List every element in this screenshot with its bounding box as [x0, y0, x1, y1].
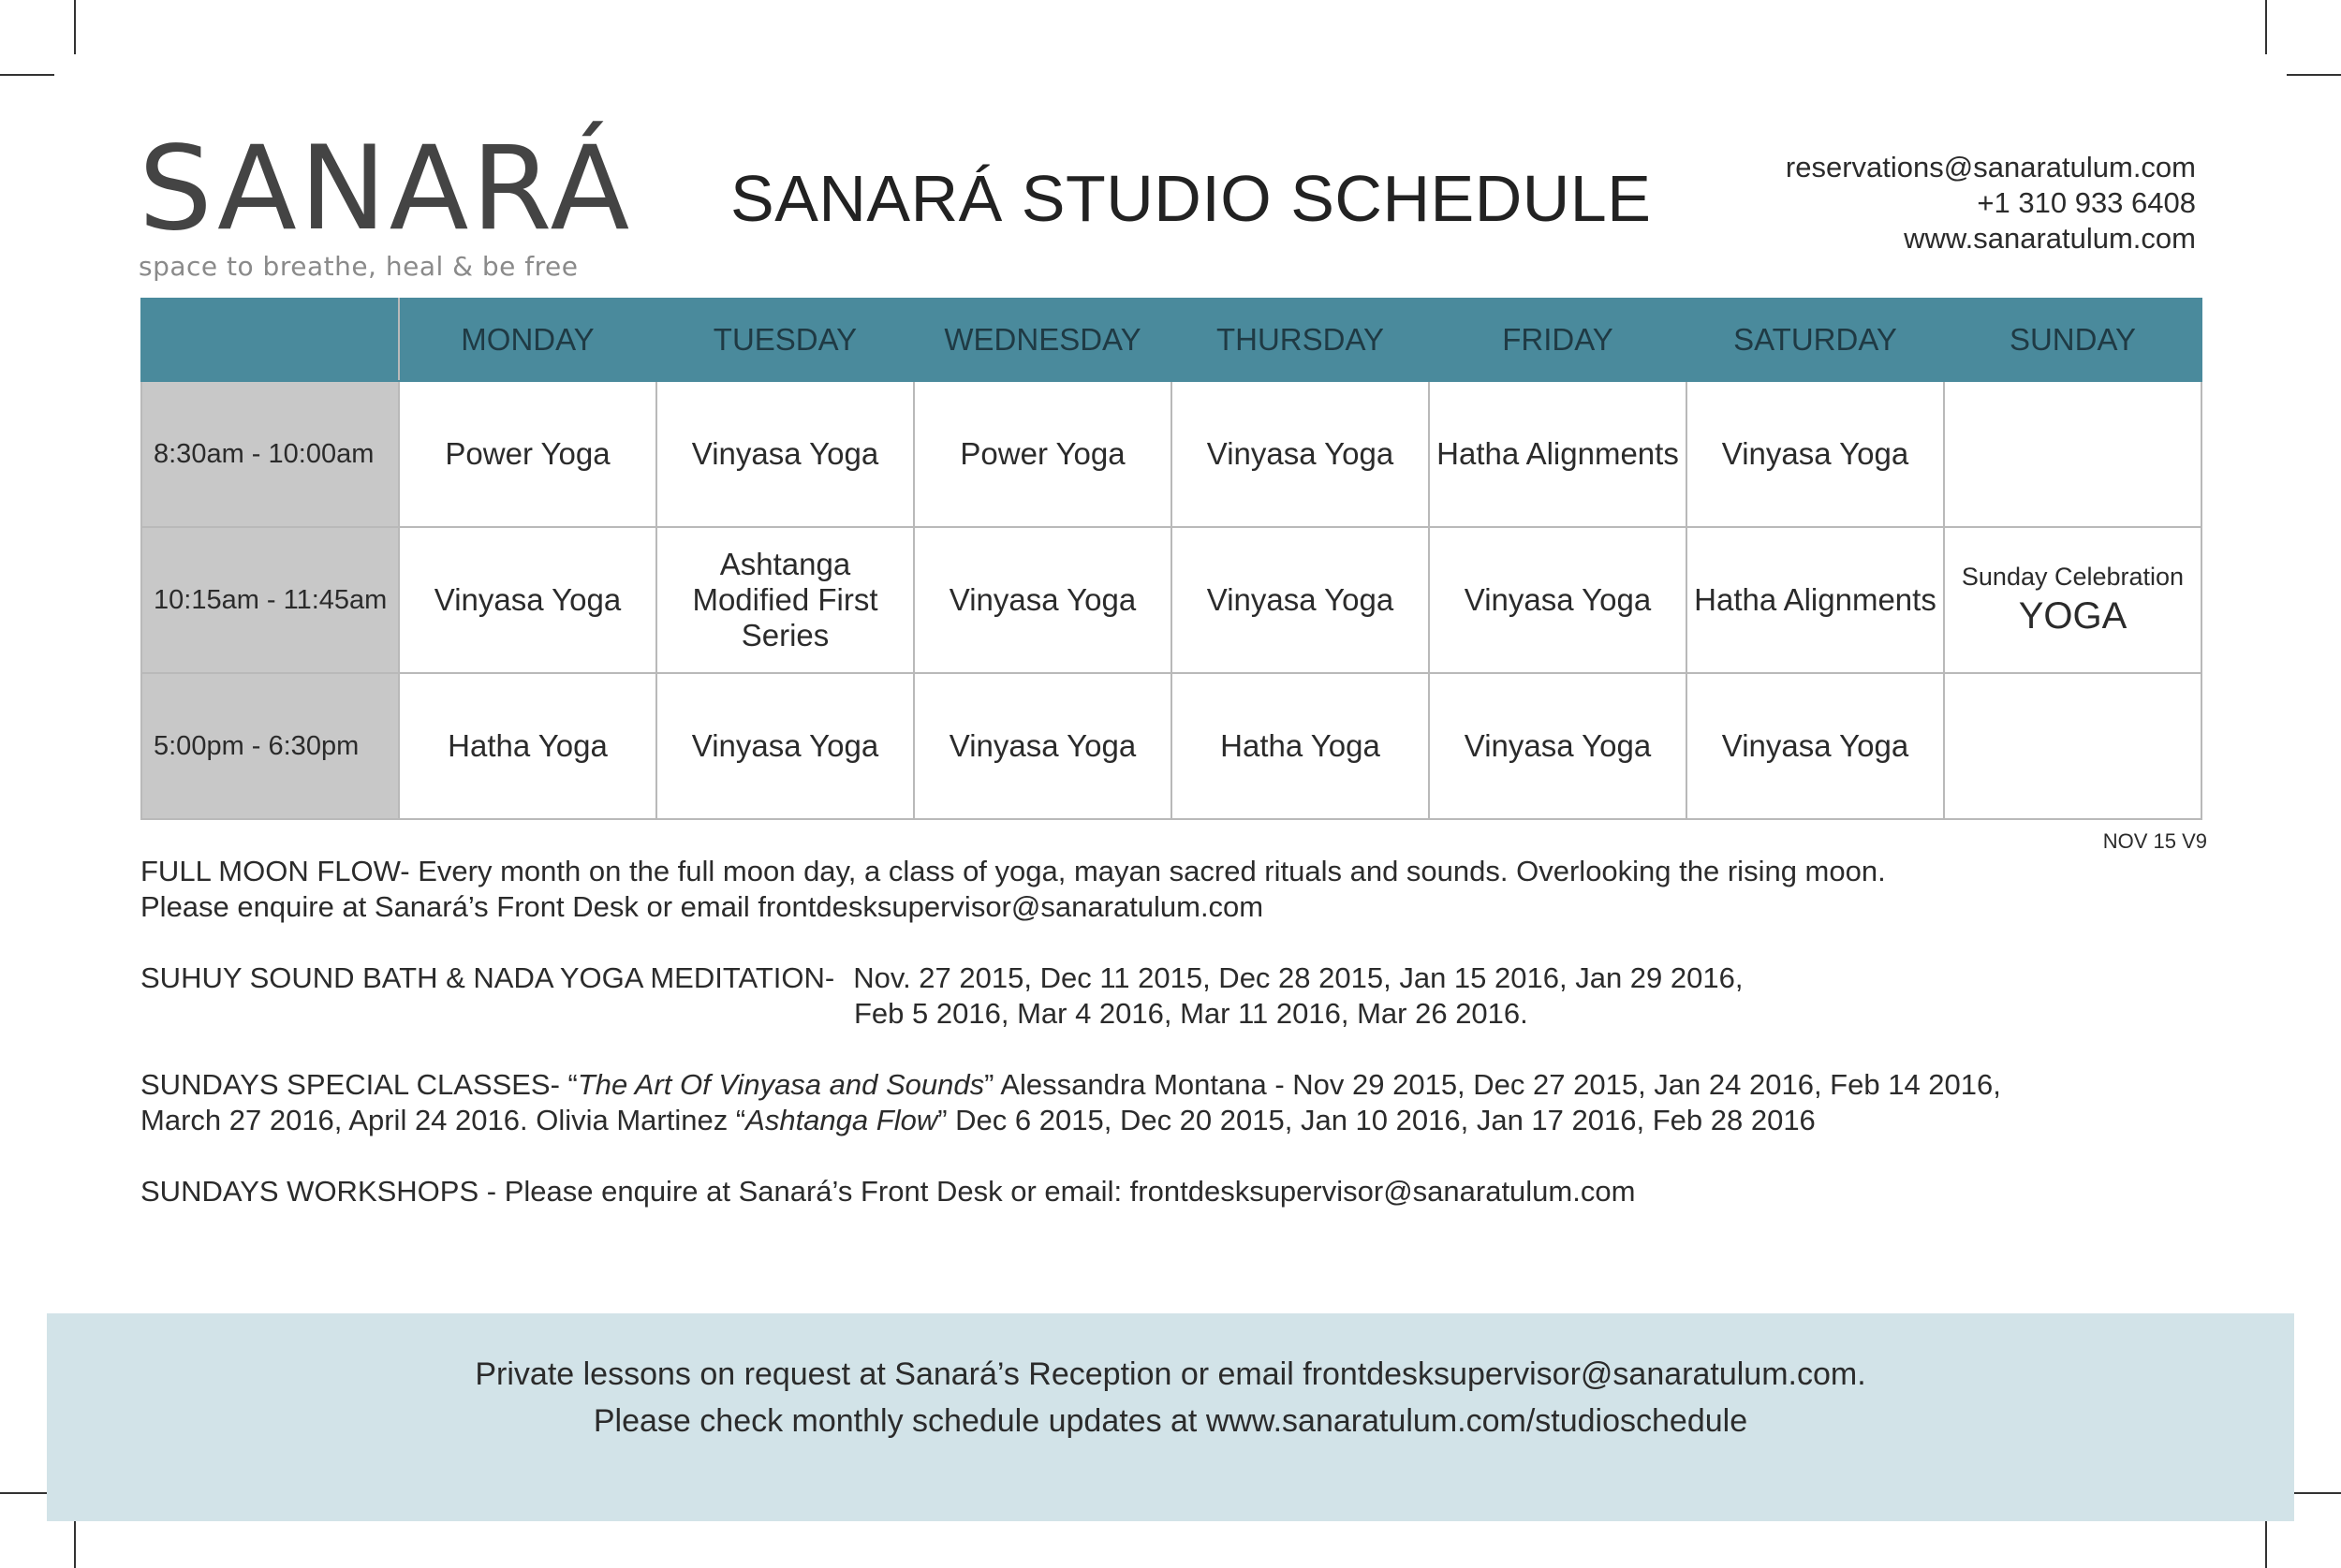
class-cell	[1944, 381, 2201, 527]
class-cell: Vinyasa Yoga	[656, 381, 914, 527]
class-title: Ashtanga Flow	[745, 1104, 938, 1136]
contact-info	[1786, 150, 2196, 256]
day-header: THURSDAY	[1171, 299, 1429, 381]
class-cell: Hatha Yoga	[1171, 673, 1429, 819]
class-cell: Vinyasa Yoga	[1686, 381, 1944, 527]
suhuy-note	[140, 960, 2247, 996]
day-header: SUNDAY	[1944, 299, 2201, 381]
class-cell-sunday-celebration	[1944, 527, 2201, 673]
celebration-label: Sunday Celebration	[1961, 563, 2185, 591]
day-header: SATURDAY	[1686, 299, 1944, 381]
celebration-class: YOGA	[2018, 595, 2128, 637]
page-title: SANARÁ STUDIO SCHEDULE	[730, 162, 1652, 235]
banner-line: Please check monthly schedule updates at www.sanaratulum.com/studioschedule	[593, 1403, 1748, 1439]
schedule-row	[141, 673, 2201, 819]
day-header: WEDNESDAY	[914, 299, 1171, 381]
sundays-special-note	[140, 1067, 2247, 1103]
sundays-label: SUNDAYS SPECIAL CLASSES- “	[140, 1068, 578, 1101]
crop-mark	[74, 1514, 76, 1568]
crop-mark	[2287, 1492, 2341, 1494]
schedule-row	[141, 527, 2201, 673]
sundays-dates: March 27 2016, April 24 2016. Olivia Martinez “	[140, 1104, 746, 1136]
banner-line: Private lessons on request at Sanará’s Reception or email frontdesksupervisor@sanaratulum.com.	[475, 1356, 1866, 1392]
class-cell: Vinyasa Yoga	[656, 673, 914, 819]
time-slot: 8:30am - 10:00am	[141, 381, 399, 527]
class-cell: Vinyasa Yoga	[1429, 673, 1686, 819]
day-header: FRIDAY	[1429, 299, 1686, 381]
notes-section	[140, 854, 2247, 1209]
sundays-dates: ” Dec 6 2015, Dec 20 2015, Jan 10 2016, Jan 17 2016, Feb 28 2016	[937, 1104, 1816, 1136]
crop-mark	[0, 74, 54, 76]
schedule-header-row	[141, 299, 2201, 381]
full-moon-line: Please enquire at Sanará’s Front Desk or email frontdesksupervisor@sanaratulum.com	[140, 890, 1264, 923]
logo	[139, 122, 633, 282]
schedule-table	[140, 298, 2202, 820]
logo-tagline: space to breathe, heal & be free	[139, 251, 579, 282]
sundays-dates: ” Alessandra Montana - Nov 29 2015, Dec 27 2015, Jan 24 2016, Feb 14 2016,	[984, 1068, 2001, 1101]
class-cell: Vinyasa Yoga	[1171, 381, 1429, 527]
time-slot: 5:00pm - 6:30pm	[141, 673, 399, 819]
sundays-special-note	[140, 1103, 2247, 1138]
crop-mark	[74, 0, 76, 54]
logo-wordmark: SANARÁ	[139, 122, 633, 256]
class-cell: Hatha Alignments	[1429, 381, 1686, 527]
crop-mark	[2287, 74, 2341, 76]
class-cell: Vinyasa Yoga	[914, 527, 1171, 673]
class-cell: Power Yoga	[914, 381, 1171, 527]
contact-phone[interactable]: +1 310 933 6408	[1977, 186, 2196, 219]
crop-mark	[2265, 1514, 2267, 1568]
header-corner	[141, 299, 399, 381]
crop-mark	[2265, 0, 2267, 54]
day-header: MONDAY	[399, 299, 656, 381]
workshops-note: SUNDAYS WORKSHOPS - Please enquire at Sanará’s Front Desk or email: frontdesksupervisor@sanaratulum.com	[140, 1175, 1636, 1208]
class-cell: Vinyasa Yoga	[399, 527, 656, 673]
full-moon-line: FULL MOON FLOW- Every month on the full moon day, a class of yoga, mayan sacred rituals and sounds. Overlooking the rising moon.	[140, 855, 1886, 887]
class-cell: Ashtanga Modified First Series	[656, 527, 914, 673]
suhuy-dates: Nov. 27 2015, Dec 11 2015, Dec 28 2015, Jan 15 2016, Jan 29 2016,	[853, 961, 1744, 994]
footer-banner	[47, 1313, 2294, 1521]
class-cell: Vinyasa Yoga	[1171, 527, 1429, 673]
class-cell: Power Yoga	[399, 381, 656, 527]
class-cell	[1944, 673, 2201, 819]
suhuy-dates-cont: Feb 5 2016, Mar 4 2016, Mar 11 2016, Mar 26 2016.	[854, 997, 1528, 1030]
schedule-row	[141, 381, 2201, 527]
class-cell: Hatha Yoga	[399, 673, 656, 819]
time-slot: 10:15am - 11:45am	[141, 527, 399, 673]
class-cell: Vinyasa Yoga	[1429, 527, 1686, 673]
class-title: The Art Of Vinyasa and Sounds	[577, 1068, 985, 1101]
version-label: NOV 15 V9	[2102, 829, 2207, 853]
class-cell: Vinyasa Yoga	[1686, 673, 1944, 819]
contact-email[interactable]: reservations@sanaratulum.com	[1785, 151, 2196, 183]
suhuy-label: SUHUY SOUND BATH & NADA YOGA MEDITATION-	[140, 961, 835, 994]
day-header: TUESDAY	[656, 299, 914, 381]
class-cell: Vinyasa Yoga	[914, 673, 1171, 819]
contact-website[interactable]: www.sanaratulum.com	[1904, 222, 2196, 255]
class-cell: Hatha Alignments	[1686, 527, 1944, 673]
